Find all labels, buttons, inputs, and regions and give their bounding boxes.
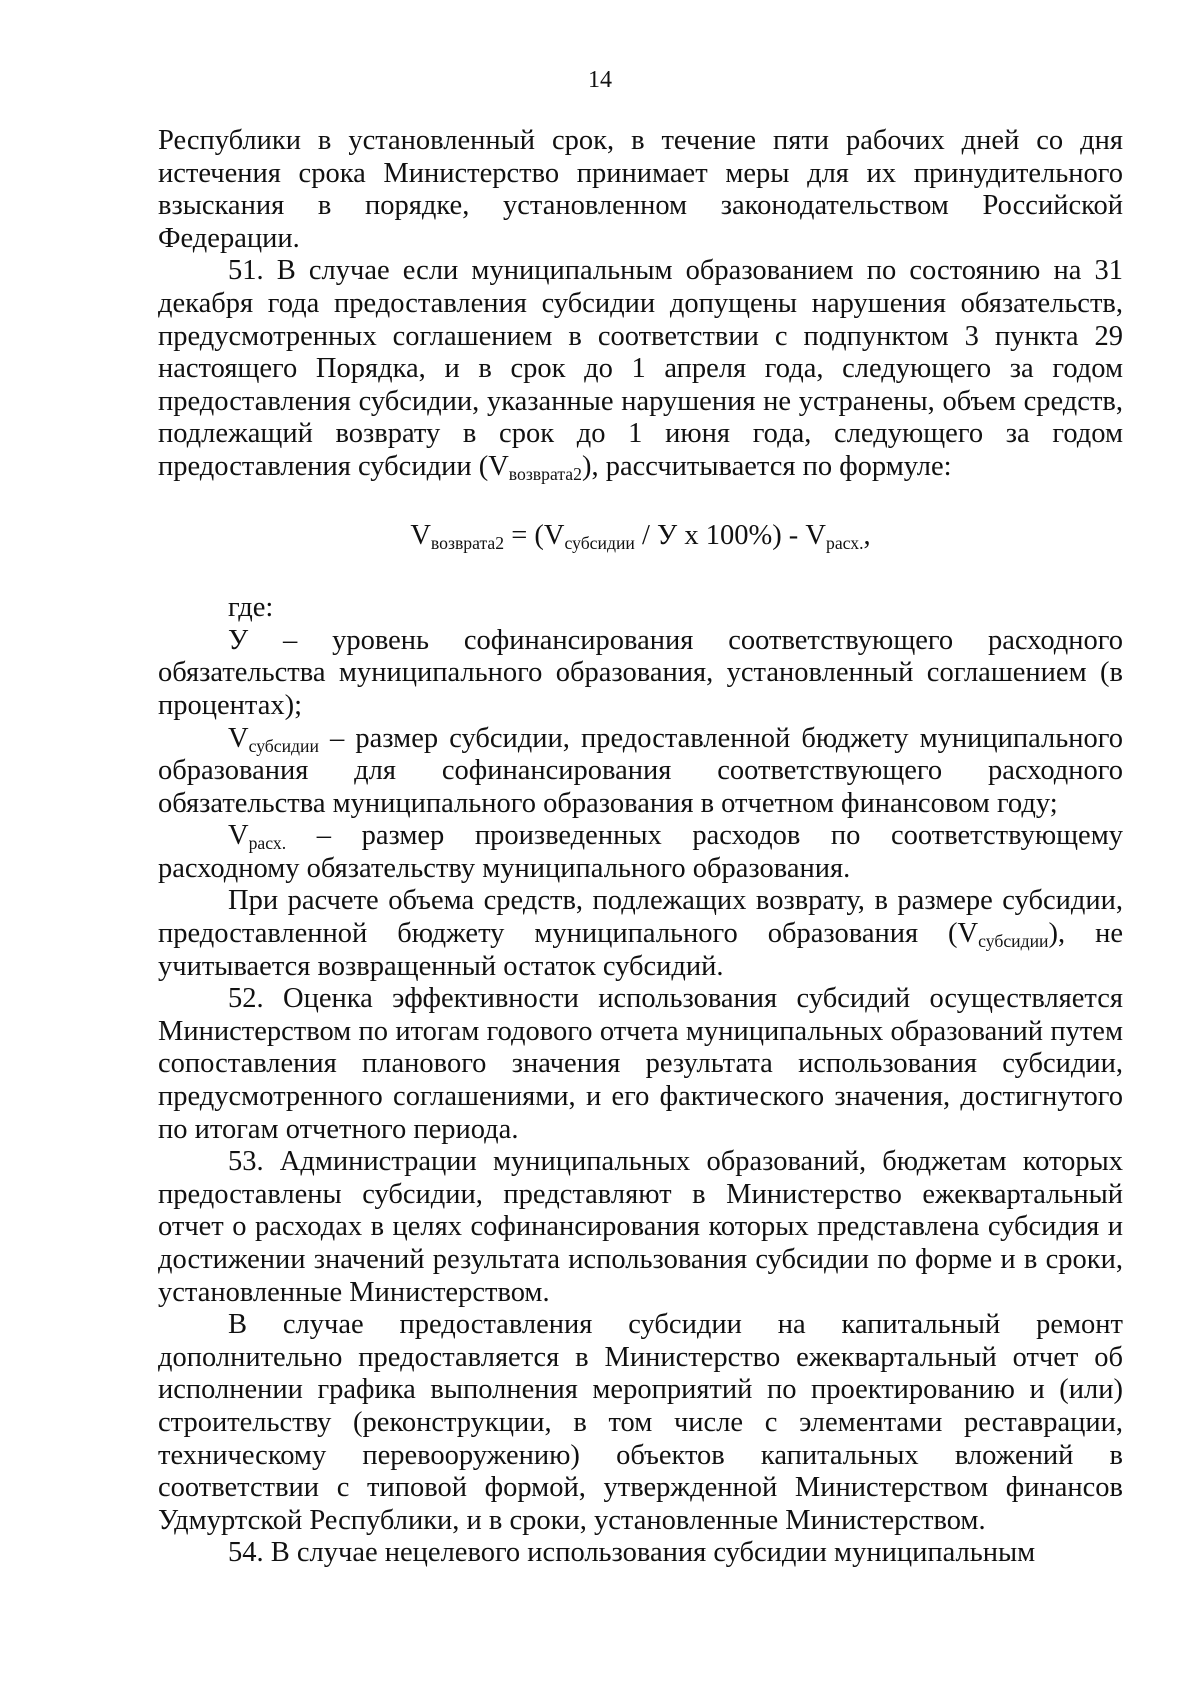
formula-sub-exp: расх.: [826, 532, 864, 553]
paragraph-51: [158, 255, 1123, 483]
definition-v-expenses: [158, 820, 1123, 885]
definition-u: У – уровень софинансирования соответствующего расходного обязательства муниципального образования, установленный соглашением (в процентах);: [158, 624, 1123, 721]
formula-tail: ,: [863, 519, 871, 551]
formula-sub-subsidy: субсидии: [564, 532, 635, 553]
definition-v-subsidy-text: – размер субсидии, предоставленной бюджету муниципального образования для софинансирования соответствующего расходного обязательства муниципального образования в отчетном финансовом году;: [158, 722, 1123, 819]
formula-middle: / У x 100%) - V: [634, 519, 827, 551]
page-number: 14: [588, 67, 612, 93]
definition-v-subsidy-symbol: V: [228, 722, 249, 754]
definition-v-expenses-subscript: расх.: [248, 833, 287, 854]
definition-v-subsidy: [158, 723, 1123, 821]
formula: [158, 520, 1123, 553]
definition-v-subsidy-subscript: субсидии: [248, 735, 319, 756]
paragraph-51-text: 51. В случае если муниципальным образованием по состоянию на 31 декабря года предоставления субсидии допущены нарушения обязательств, предусмотренных соглашением в соответствии с подпунктом 3 пункта 29 настоящего Порядка, и в срок до 1 апреля года, следующего за годом предоставления субсидии, указанные нарушения не устранены, объем средств, подлежащий возврату в срок до 1 июня года, следующего за годом предоставления субсидии (V: [158, 255, 1123, 482]
paragraph-52: 52. Оценка эффективности использования субсидий осуществляется Министерством по итогам годового отчета муниципальных образований путем сопоставления планового значения результата использования субсидии, предусмотренного соглашениями, и его фактического значения, достигнутого по итогам отчетного периода.: [158, 983, 1123, 1145]
calculation-note-a: При расчете объема средств, подлежащих возврату, в размере субсидии, предоставленной бюджету муниципального образования (V: [158, 885, 1123, 950]
paragraph-51-tail: ), рассчитывается по формуле:: [581, 450, 952, 482]
paragraph-51-subscript: возврата2: [508, 463, 582, 484]
definition-v-expenses-text: – размер произведенных расходов по соответствующему расходному обязательству муниципального образования.: [158, 820, 1123, 884]
formula-sub-return: возврата2: [430, 532, 505, 553]
formula-eq-open: = (V: [504, 519, 565, 551]
paragraph-54: 54. В случае нецелевого использования субсидии муниципальным: [228, 1537, 1036, 1569]
document-body: [158, 125, 1123, 1570]
definition-v-expenses-symbol: V: [228, 820, 249, 852]
paragraph-continuation: Республики в установленный срок, в течение пяти рабочих дней со дня истечения срока Министерство принимает меры для их принудительного взыскания в порядке, установленном законодательством Российской Федерации.: [158, 125, 1123, 254]
where-label: где:: [228, 592, 274, 624]
formula-v-return: V: [410, 519, 431, 551]
calculation-note-b: ), не учитывается возвращенный остаток субсидий.: [158, 918, 1123, 982]
calculation-note-subscript: субсидии: [978, 931, 1049, 951]
calculation-note: [158, 885, 1123, 983]
paragraph-53: 53. Администрации муниципальных образований, бюджетам которых предоставлены субсидии, представляют в Министерство ежеквартальный отчет о расходах в целях софинансирования которых представлена субсидия и достижении значений результата использования субсидии по форме и в сроки, установленные Министерством.: [158, 1146, 1123, 1308]
paragraph-53-capital-repair: В случае предоставления субсидии на капитальный ремонт дополнительно предоставляется в Министерство ежеквартальный отчет об исполнении графика выполнения мероприятий по проектированию и (или) строительству (реконструкции, в том числе с элементами реставрации, техническому перевооружению) объектов капитальных вложений в соответствии с типовой формой, утвержденной Министерством финансов Удмуртской Республики, и в сроки, установленные Министерством.: [158, 1309, 1123, 1536]
